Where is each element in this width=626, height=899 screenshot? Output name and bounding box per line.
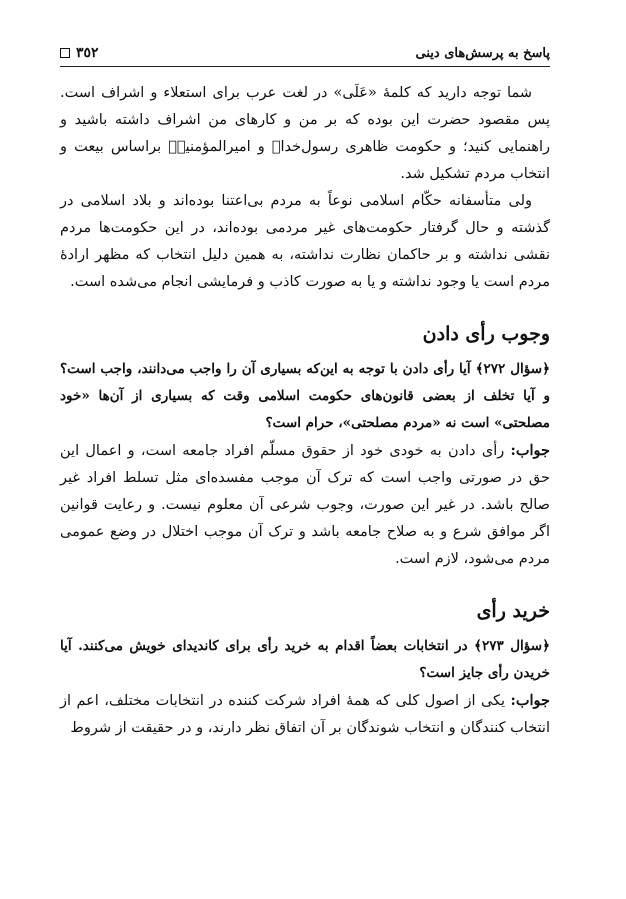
- question-272: ﴿سؤال ۲۷۲﴾ آیا رأی دادن با توجه به این‌که بسیاری آن را واجب می‌دانند، واجب است؟ و آیا تخلف از بعضی قانون‌های حکومت اسلامی وقت که بسیاری از آن‌ها «خود مصلحتی» است نه «مردم مصلحتی»، حرام است؟: [60, 361, 550, 431]
- qa-block-273: [60, 633, 550, 742]
- intro-paragraph-2: ولی متأسفانه حکّام اسلامی نوعاً به مردم بی‌اعتنا بوده‌اند و بلاد اسلامی در گذشته و حال گرفتار حکومت‌های غیر مردمی بوده‌اند، در این حکومت‌ها مردم نقشی نداشته و بر حاکمان نظارت نداشته، به همین دلیل انتخاب که مظهر ارادهٔ مردم است یا وجود نداشته و یا به صورت کاذب و فرمایشی انجام می‌شده است.: [60, 193, 550, 290]
- answer-text: یکی از اصول کلی که همهٔ افراد شرکت کننده در انتخابات مختلف، اعم از انتخاب کنندگان و انتخاب شوندگان بر آن اتفاق نظر دارند، و در حقیقت از شروط: [60, 693, 550, 736]
- page-body: [60, 80, 550, 742]
- page-number: ٣٥٢: [76, 45, 99, 61]
- intro-paragraph-1: شما توجه دارید که کلمهٔ «عَلَی» در لغت عرب برای استعلاء و اشراف است. پس مقصود حضرت این بوده که بر من و کارهای من اشراف داشته باشید و راهنمایی کنید؛ و حکومت ظاهری رسول‌خداﷺ و امیرالمؤمنینؑ براساس بیعت و انتخاب مردم تشکیل شد.: [60, 85, 550, 182]
- section-heading-vote-buying: خرید رأی: [476, 600, 550, 622]
- answer-272: [60, 437, 550, 573]
- page-number-group: [60, 45, 99, 61]
- header-divider: [60, 66, 550, 67]
- running-title: پاسخ به پرسش‌های دینی: [415, 45, 550, 61]
- section-heading-voting-obligation: وجوب رأی دادن: [422, 323, 550, 345]
- square-ornament-icon: [60, 48, 70, 58]
- answer-label: جواب:: [510, 442, 551, 459]
- answer-text: رأی دادن به خودی خود از حقوق مسلّم افراد جامعه است، و اعمال این حق در صورتی واجب است که ترک آن موجب مفسده‌ای مثل تسلط افراد غیر صالح باشد. در غیر این صورت، وجوب شرعی آن معلوم نیست. و رعایت قوانین اگر موافق شرع و به صلاح جامعه باشد و ترک آن موجب اختلال در وضع عمومی مردم می‌شود، لازم است.: [60, 443, 550, 567]
- qa-block-272: [60, 356, 550, 573]
- answer-273: [60, 687, 550, 742]
- running-header: [60, 42, 550, 64]
- answer-label: جواب:: [510, 692, 551, 709]
- question-273: ﴿سؤال ۲۷۳﴾ در انتخابات بعضاً اقدام به خرید رأی برای کاندیدای خویش می‌کنند. آیا خریدن رأی جایز است؟: [60, 638, 550, 681]
